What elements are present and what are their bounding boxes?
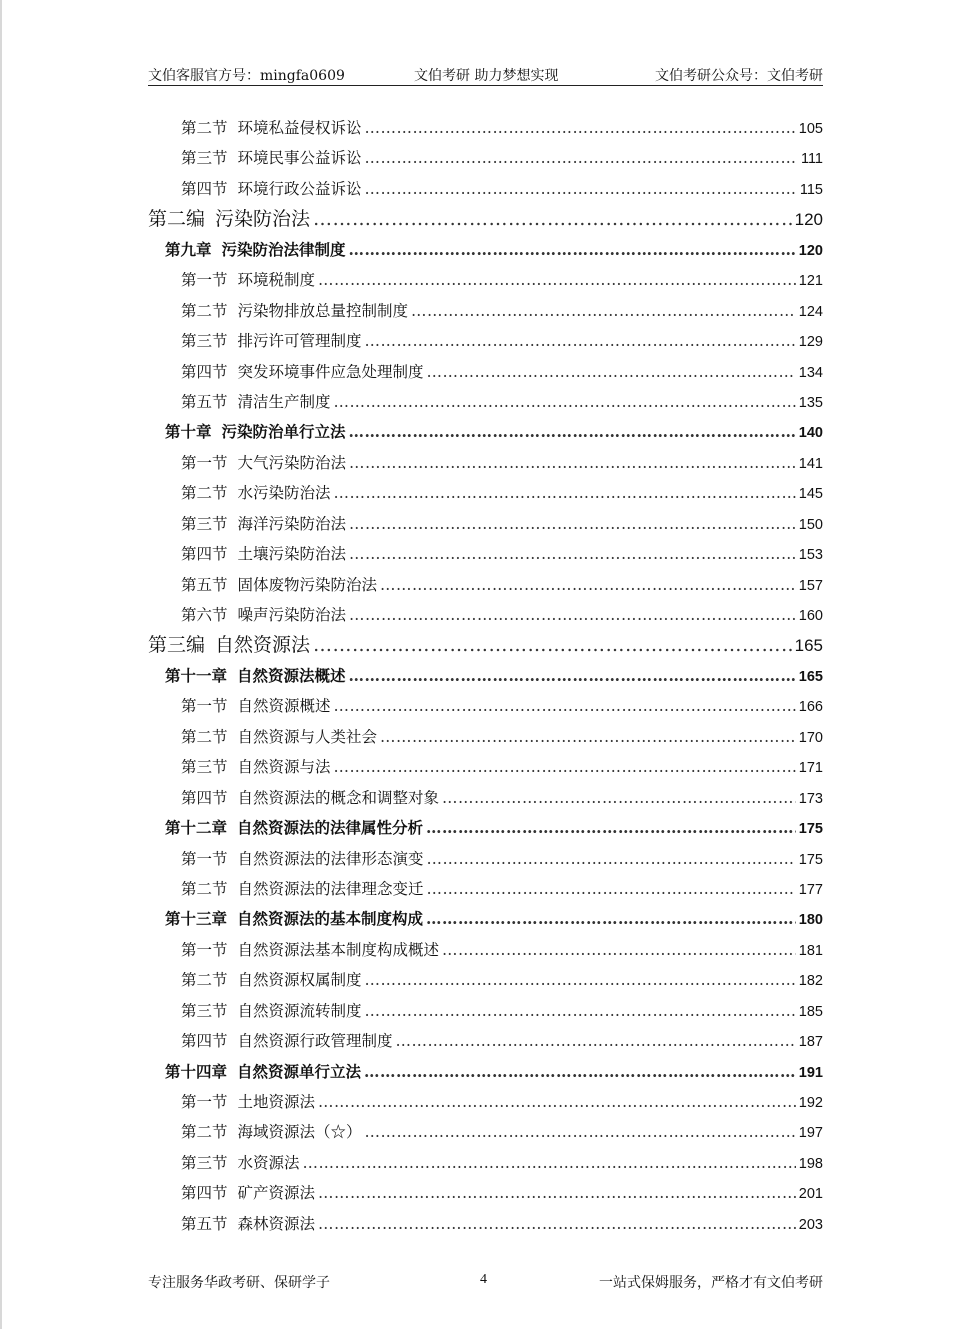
toc-entry-section[interactable] — [148, 478, 823, 508]
toc-entry-number: 第四节 — [181, 362, 228, 381]
toc-entry-page: 145 — [798, 486, 823, 503]
toc-entry-number: 第二节 — [181, 727, 228, 746]
toc-dot-leader — [427, 874, 796, 904]
toc-entry-page: 157 — [798, 577, 823, 594]
header-right-text: 文伯考研公众号：文伯考研 — [655, 68, 823, 84]
toc-entry-number: 第四节 — [181, 1032, 228, 1051]
toc-entry-number: 第一节 — [181, 849, 228, 868]
toc-entry-title: 自然资源法 — [215, 634, 311, 657]
toc-entry-number: 第十三章 — [165, 909, 228, 929]
toc-entry-page: 124 — [798, 303, 823, 320]
toc-entry-page: 170 — [798, 729, 823, 746]
toc-entry-number: 第十四章 — [165, 1061, 228, 1081]
toc-entry-title: 自然资源法概述 — [237, 665, 346, 685]
toc-entry-number: 第四节 — [181, 788, 228, 807]
toc-entry-number: 第二节 — [181, 971, 228, 990]
toc-entry-number: 第四节 — [181, 545, 228, 564]
toc-entry-chapter[interactable] — [148, 661, 823, 691]
toc-dot-leader — [365, 143, 798, 173]
toc-entry-number: 第五节 — [181, 575, 228, 594]
toc-entry-section[interactable] — [148, 874, 823, 904]
toc-dot-leader — [334, 387, 796, 417]
toc-dot-leader — [334, 752, 796, 782]
toc-entry-title: 排污许可管理制度 — [237, 332, 362, 351]
toc-entry-page: 140 — [798, 425, 823, 442]
toc-entry-part[interactable] — [148, 630, 823, 660]
toc-entry-page: 120 — [798, 242, 823, 259]
toc-dot-leader — [411, 296, 796, 326]
toc-entry-page: 185 — [798, 1003, 823, 1020]
toc-dot-leader — [380, 570, 796, 600]
toc-entry-section[interactable] — [148, 387, 823, 417]
toc-entry-page: 171 — [798, 760, 823, 777]
toc-entry-number: 第十二章 — [165, 818, 228, 838]
toc-entry-section[interactable] — [148, 296, 823, 326]
toc-entry-section[interactable] — [148, 600, 823, 630]
toc-entry-chapter[interactable] — [148, 235, 823, 265]
toc-entry-page: 187 — [798, 1034, 823, 1051]
toc-entry-title: 海域资源法（☆） — [237, 1123, 362, 1142]
toc-dot-leader — [349, 448, 796, 478]
toc-entry-section[interactable] — [148, 143, 823, 173]
toc-entry-number: 第十一章 — [165, 665, 228, 685]
toc-entry-number: 第五节 — [181, 392, 228, 411]
toc-entry-section[interactable] — [148, 935, 823, 965]
toc-entry-section[interactable] — [148, 448, 823, 478]
toc-dot-leader — [318, 265, 796, 295]
toc-entry-chapter[interactable] — [148, 813, 823, 843]
toc-entry-page: 150 — [798, 516, 823, 533]
toc-dot-leader — [334, 691, 796, 721]
toc-entry-section[interactable] — [148, 265, 823, 295]
toc-entry-title: 海洋污染防治法 — [237, 514, 347, 533]
toc-entry-title: 自然资源法的法律理念变迁 — [237, 879, 424, 898]
header-left-text: 文伯客服官方号：mingfa0609 — [148, 68, 345, 84]
toc-entry-chapter[interactable] — [148, 417, 823, 447]
toc-entry-number: 第一节 — [181, 271, 228, 290]
toc-entry-page: 121 — [798, 273, 823, 290]
toc-entry-title: 大气污染防治法 — [237, 453, 347, 472]
toc-dot-leader — [396, 1026, 796, 1056]
toc-entry-title: 自然资源法的法律形态演变 — [237, 849, 424, 868]
toc-entry-page: 177 — [798, 881, 823, 898]
toc-entry-page: 160 — [798, 608, 823, 624]
toc-dot-leader — [426, 813, 796, 843]
toc-entry-title: 自然资源法基本制度构成概述 — [237, 940, 440, 959]
toc-entry-section[interactable] — [148, 1148, 823, 1178]
toc-entry-page: 105 — [798, 121, 823, 137]
toc-entry-number: 第三节 — [181, 758, 228, 777]
toc-entry-section[interactable] — [148, 783, 823, 813]
toc-entry-title: 自然资源法的法律属性分析 — [237, 818, 424, 838]
toc-entry-number: 第九章 — [165, 239, 212, 259]
toc-entry-title: 自然资源与法 — [237, 758, 331, 777]
toc-entry-number: 第二节 — [181, 301, 228, 320]
toc-entry-title: 森林资源法 — [237, 1214, 316, 1233]
toc-entry-title: 自然资源行政管理制度 — [237, 1032, 393, 1051]
toc-entry-page: 175 — [798, 821, 823, 838]
toc-dot-leader — [313, 630, 792, 660]
toc-entry-page: 201 — [798, 1186, 823, 1203]
toc-entry-number: 第四节 — [181, 179, 228, 198]
toc-entry-title: 土壤污染防治法 — [237, 545, 347, 564]
toc-entry-section[interactable] — [148, 691, 823, 721]
toc-dot-leader — [318, 1209, 796, 1239]
toc-dot-leader — [349, 600, 796, 630]
toc-entry-page: 111 — [800, 151, 823, 168]
toc-entry-section[interactable] — [148, 752, 823, 782]
toc-entry-page: 182 — [798, 973, 823, 990]
toc-entry-number: 第三节 — [181, 1001, 228, 1020]
toc-entry-title: 自然资源概述 — [237, 697, 331, 716]
page-edge — [0, 0, 2, 1329]
toc-entry-title: 噪声污染防治法 — [237, 606, 347, 624]
toc-entry-page: 175 — [798, 851, 823, 868]
toc-entry-number: 第三节 — [181, 1153, 228, 1172]
toc-entry-number: 第三节 — [181, 149, 228, 168]
toc-dot-leader — [380, 722, 796, 752]
toc-entry-chapter[interactable] — [148, 904, 823, 934]
toc-entry-page: 129 — [798, 334, 823, 351]
toc-entry-section[interactable] — [148, 1117, 823, 1147]
toc-entry-section[interactable] — [148, 1178, 823, 1208]
toc-dot-leader — [313, 204, 792, 234]
toc-entry-section[interactable] — [148, 509, 823, 539]
toc-entry-page: 115 — [799, 181, 823, 198]
page-header — [148, 63, 823, 86]
header-center-text: 文伯考研 助力梦想实现 — [414, 68, 559, 84]
toc-entry-page: 198 — [798, 1155, 823, 1172]
toc-entry-page: 197 — [798, 1125, 823, 1142]
toc-entry-section[interactable] — [148, 539, 823, 569]
toc-entry-title: 自然资源法的基本制度构成 — [237, 909, 424, 929]
toc-entry-number: 第二节 — [181, 119, 228, 137]
toc-entry-number: 第六节 — [181, 606, 228, 624]
toc-dot-leader — [349, 539, 796, 569]
toc-entry-section[interactable] — [148, 1087, 823, 1117]
toc-entry-page: 141 — [798, 455, 823, 472]
toc-entry-title: 环境税制度 — [237, 271, 316, 290]
toc-entry-section[interactable] — [148, 174, 823, 204]
toc-entry-section[interactable] — [148, 996, 823, 1026]
toc-entry-number: 第一节 — [181, 697, 228, 716]
toc-dot-leader — [365, 326, 796, 356]
toc-entry-title: 清洁生产制度 — [237, 392, 331, 411]
toc-entry-title: 环境私益侵权诉讼 — [237, 119, 362, 137]
toc-entry-chapter[interactable] — [148, 1057, 823, 1087]
toc-entry-number: 第四节 — [181, 1184, 228, 1203]
toc-entry-number: 第三节 — [181, 514, 228, 533]
toc-dot-leader — [349, 417, 796, 447]
toc-entry-title: 自然资源权属制度 — [237, 971, 362, 990]
toc-dot-leader — [349, 235, 796, 265]
toc-entry-title: 自然资源法的概念和调整对象 — [237, 788, 440, 807]
toc-entry-part[interactable] — [148, 204, 823, 234]
toc-entry-title: 突发环境事件应急处理制度 — [237, 362, 424, 381]
toc-entry-number: 第一节 — [181, 453, 228, 472]
toc-entry-number: 第一节 — [181, 1093, 228, 1111]
toc-dot-leader — [349, 509, 796, 539]
toc-dot-leader — [318, 1087, 796, 1117]
toc-entry-title: 环境行政公益诉讼 — [237, 179, 362, 198]
toc-entry-title: 固体废物污染防治法 — [237, 575, 378, 594]
toc-entry-title: 自然资源与人类社会 — [237, 727, 378, 746]
toc-dot-leader — [334, 478, 796, 508]
toc-entry-section[interactable] — [148, 965, 823, 995]
toc-entry-page: 120 — [794, 210, 823, 230]
toc-entry-page: 203 — [798, 1216, 823, 1233]
toc-entry-title: 矿产资源法 — [237, 1184, 316, 1203]
toc-entry-number: 第二节 — [181, 879, 228, 898]
toc-entry-number: 第二节 — [181, 484, 228, 503]
toc-entry-number: 第一节 — [181, 940, 228, 959]
toc-entry-number: 第二编 — [148, 208, 206, 231]
toc-entry-section[interactable] — [148, 1209, 823, 1239]
toc-dot-leader — [426, 904, 796, 934]
toc-entry-title: 水资源法 — [237, 1153, 300, 1172]
toc-entry-title: 污染物排放总量控制制度 — [237, 301, 409, 320]
toc-dot-leader — [364, 1057, 796, 1087]
toc-entry-title: 自然资源单行立法 — [237, 1061, 362, 1081]
toc-dot-leader — [303, 1148, 796, 1178]
toc-entry-number: 第五节 — [181, 1214, 228, 1233]
toc-dot-leader — [365, 113, 796, 143]
toc-entry-page: 166 — [798, 699, 823, 716]
toc-dot-leader — [442, 935, 796, 965]
table-of-contents — [148, 113, 823, 1239]
toc-entry-page: 191 — [798, 1064, 823, 1081]
toc-entry-section[interactable] — [148, 326, 823, 356]
toc-entry-section[interactable] — [148, 844, 823, 874]
toc-entry-page: 153 — [798, 547, 823, 564]
toc-dot-leader — [349, 661, 796, 691]
toc-dot-leader — [365, 996, 796, 1026]
page-number: 4 — [480, 1272, 487, 1287]
toc-entry-page: 165 — [794, 636, 823, 656]
toc-entry-page: 165 — [798, 668, 823, 685]
page-footer — [148, 1272, 823, 1294]
toc-entry-title: 水污染防治法 — [237, 484, 331, 503]
toc-entry-page: 135 — [798, 394, 823, 411]
toc-entry-section[interactable] — [148, 113, 823, 143]
toc-entry-page: 192 — [798, 1095, 823, 1111]
toc-entry-title: 污染防治单行立法 — [221, 422, 346, 442]
toc-entry-number: 第三节 — [181, 332, 228, 351]
toc-entry-title: 污染防治法律制度 — [221, 239, 346, 259]
toc-entry-page: 173 — [798, 790, 823, 807]
toc-entry-section[interactable] — [148, 357, 823, 387]
toc-dot-leader — [365, 965, 796, 995]
toc-entry-number: 第二节 — [181, 1123, 228, 1142]
toc-entry-page: 180 — [798, 912, 823, 929]
toc-entry-section[interactable] — [148, 722, 823, 752]
toc-entry-section[interactable] — [148, 570, 823, 600]
toc-dot-leader — [427, 844, 796, 874]
toc-dot-leader — [442, 783, 796, 813]
toc-entry-number: 第三编 — [148, 634, 206, 657]
toc-entry-page: 134 — [798, 364, 823, 381]
toc-dot-leader — [318, 1178, 796, 1208]
toc-entry-title: 环境民事公益诉讼 — [237, 149, 362, 168]
toc-dot-leader — [365, 1117, 796, 1147]
toc-entry-section[interactable] — [148, 1026, 823, 1056]
toc-dot-leader — [427, 357, 796, 387]
footer-right-text: 一站式保姆服务，严格才有文伯考研 — [599, 1275, 823, 1291]
toc-dot-leader — [365, 174, 797, 204]
footer-left-text: 专注服务华政考研、保研学子 — [148, 1275, 330, 1291]
toc-entry-title: 自然资源流转制度 — [237, 1001, 362, 1020]
toc-entry-title: 土地资源法 — [237, 1093, 316, 1111]
toc-entry-page: 181 — [798, 942, 823, 959]
toc-entry-title: 污染防治法 — [215, 208, 311, 231]
toc-entry-number: 第十章 — [165, 422, 212, 442]
